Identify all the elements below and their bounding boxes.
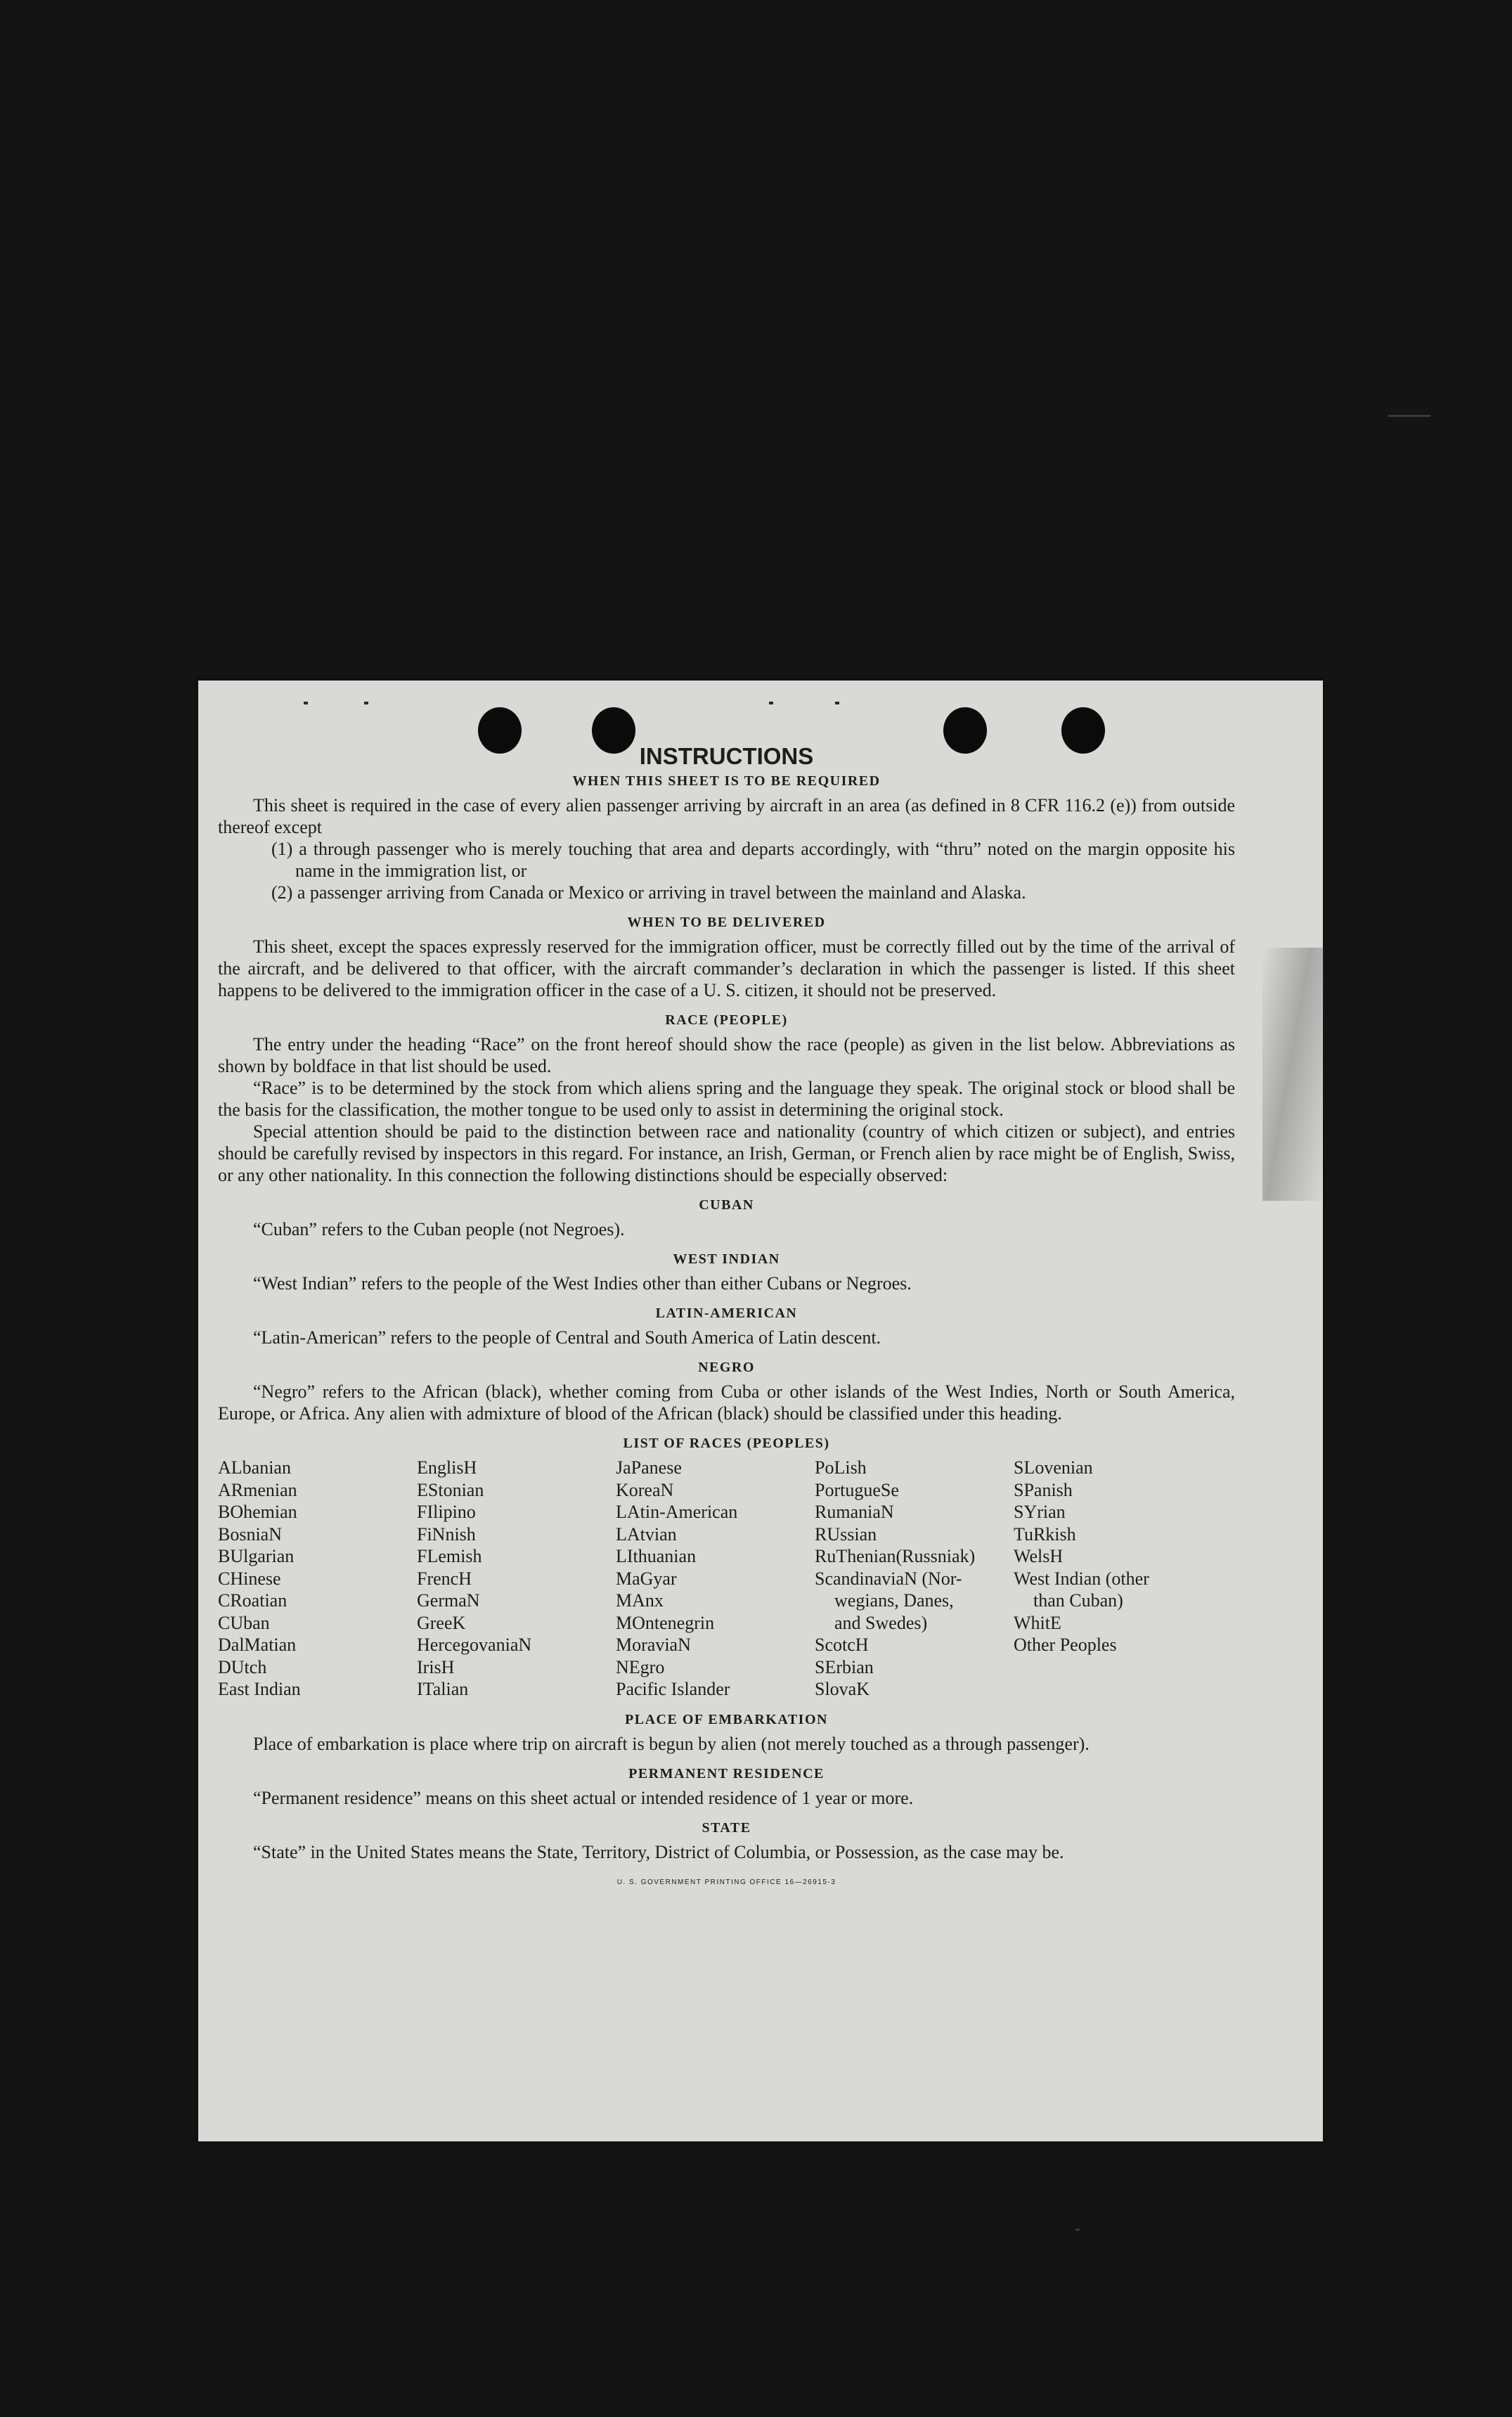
- race-entry: SLovenian: [1014, 1457, 1093, 1478]
- race-entry: FLemish: [417, 1546, 482, 1566]
- race-entry: ScotcH: [815, 1635, 869, 1655]
- races-heading: LIST OF RACES (PEOPLES): [623, 1436, 830, 1451]
- printer-line: U. S. GOVERNMENT PRINTING OFFICE 16—26915-3: [616, 1878, 836, 1886]
- page-smudge: [1262, 948, 1326, 1201]
- race-entry: KoreaN: [616, 1479, 674, 1500]
- background-speck: [1388, 415, 1430, 417]
- section-heading: LATIN-AMERICAN: [655, 1306, 798, 1321]
- race-entry: ScandinaviaN (Nor-: [815, 1568, 962, 1589]
- race-entry: East Indian: [218, 1679, 301, 1699]
- races-column: [218, 1457, 417, 1701]
- section-list-item: (1) a through passenger who is merely touching that area and departs accordingly, with “thru” noted on the margin opposite his name in the immigration list, or: [271, 839, 1235, 881]
- race-entry: EnglisH: [417, 1457, 477, 1478]
- race-entry: ARmenian: [218, 1479, 297, 1500]
- background-speck: [1075, 2229, 1080, 2231]
- race-entry: Pacific Islander: [616, 1679, 730, 1699]
- race-entry: PoLish: [815, 1457, 867, 1478]
- section-paragraph: “Negro” refers to the African (black), whether coming from Cuba or other islands of the West Indies, North or South America, Europe, or Africa. Any alien with admixture of blood of the African (black) should be classified under this heading.: [218, 1381, 1235, 1424]
- instruction-sections: [218, 772, 1235, 1424]
- race-entry: IrisH: [417, 1656, 455, 1677]
- race-entry: TuRkish: [1014, 1523, 1076, 1545]
- section-paragraph: This sheet, except the spaces expressly reserved for the immigration officer, must be correctly filled out by the time of the arrival of the aircraft, and be delivered to that officer, with the aircraft commander’s declaration in which the passenger is listed. If this sheet happens to be delivered to the immigration officer in the case of a U. S. citizen, it should not be preserved.: [218, 936, 1235, 1000]
- race-entry: NEgro: [616, 1656, 665, 1677]
- race-entry: HercegovaniaN: [417, 1635, 532, 1655]
- race-entry: LAtin-American: [616, 1502, 738, 1522]
- race-entry: RumaniaN: [815, 1502, 894, 1522]
- section-list-item: (2) a passenger arriving from Canada or Mexico or arriving in travel between the mainland and Alaska.: [271, 882, 1026, 903]
- race-entry: MoraviaN: [616, 1635, 691, 1655]
- race-entry: WhitE: [1014, 1612, 1061, 1633]
- race-entry: EStonian: [417, 1479, 484, 1500]
- race-entry: FiNnish: [417, 1523, 476, 1545]
- section-paragraph: This sheet is required in the case of every alien passenger arriving by aircraft in an area (as defined in 8 CFR 116.2 (e)) from outside thereof except: [218, 795, 1235, 837]
- race-entry: than Cuban): [1033, 1590, 1123, 1611]
- section-paragraph: “State” in the United States means the State, Territory, District of Columbia, or Possession, as the case may be.: [253, 1841, 1064, 1862]
- section-heading: WEST INDIAN: [673, 1251, 780, 1267]
- closing-sections: [218, 1710, 1235, 1863]
- race-entry: PortugueSe: [815, 1479, 899, 1500]
- section-paragraph: “Race” is to be determined by the stock from which aliens spring and the language they speak. The original stock or blood shall be the basis for the classification, the mother tongue to be used only to assist in determining the original stock.: [218, 1078, 1235, 1120]
- race-entry: wegians, Danes,: [834, 1590, 954, 1611]
- section-heading: WHEN THIS SHEET IS TO BE REQUIRED: [572, 773, 881, 789]
- race-entry: BOhemian: [218, 1502, 297, 1522]
- race-entry: SErbian: [815, 1656, 874, 1677]
- races-column: [616, 1457, 815, 1701]
- paper-mark: [364, 702, 368, 704]
- race-entry: West Indian (other: [1014, 1568, 1149, 1589]
- section-heading: PLACE OF EMBARKATION: [625, 1711, 828, 1727]
- race-entry: FrencH: [417, 1568, 472, 1589]
- races-column: [815, 1457, 1014, 1701]
- section-heading: NEGRO: [698, 1360, 755, 1375]
- race-entry: CUban: [218, 1612, 270, 1633]
- section-paragraph: Place of embarkation is place where trip on aircraft is begun by alien (not merely touched as a through passenger).: [253, 1733, 1090, 1754]
- section-heading: CUBAN: [699, 1197, 754, 1213]
- race-entry: DalMatian: [218, 1635, 297, 1655]
- race-entry: GermaN: [417, 1590, 480, 1611]
- race-entry: CRoatian: [218, 1590, 287, 1611]
- race-entry: BosniaN: [218, 1523, 282, 1545]
- race-entry: LAtvian: [616, 1523, 677, 1545]
- section-paragraph: “Latin-American” refers to the people of Central and South America of Latin descent.: [253, 1327, 881, 1348]
- section-paragraph: The entry under the heading “Race” on the front hereof should show the race (people) as given in the list below. Abbreviations as shown by boldface in that list should be used.: [218, 1034, 1235, 1076]
- section-heading: STATE: [702, 1819, 751, 1836]
- section-heading: RACE (PEOPLE): [665, 1012, 788, 1028]
- section-paragraph: Special attention should be paid to the distinction between race and nationality (country of which citizen or subject), and entries should be carefully revised by inspectors in this regard. For instance, an Irish, German, or French alien by race might be of English, Swiss, or any other nationality. In this connection the following distinctions should be especially observed:: [218, 1121, 1235, 1185]
- race-entry: MaGyar: [616, 1568, 677, 1589]
- section-heading: PERMANENT RESIDENCE: [628, 1765, 825, 1781]
- section-paragraph: “Cuban” refers to the Cuban people (not Negroes).: [253, 1219, 625, 1239]
- race-entry: RuThenian(Russniak): [815, 1546, 976, 1566]
- race-entry: BUlgarian: [218, 1546, 295, 1566]
- paper-mark: [769, 702, 773, 704]
- race-entry: GreeK: [417, 1612, 466, 1633]
- section-heading: WHEN TO BE DELIVERED: [627, 915, 826, 930]
- race-entry: MOntenegrin: [616, 1612, 715, 1633]
- race-entry: LIthuanian: [616, 1546, 697, 1566]
- instruction-sheet: [198, 681, 1323, 2141]
- races-column: [1014, 1457, 1235, 1701]
- race-entry: ITalian: [417, 1679, 469, 1699]
- page-title: INSTRUCTIONS: [639, 743, 814, 769]
- race-entry: MAnx: [616, 1590, 664, 1611]
- paper-mark: [304, 702, 308, 704]
- race-entry: SlovaK: [815, 1679, 870, 1699]
- race-entry: WelsH: [1014, 1546, 1064, 1566]
- race-entry: FIlipino: [417, 1502, 476, 1522]
- race-entry: RUssian: [815, 1523, 877, 1545]
- race-entry: SPanish: [1014, 1479, 1073, 1500]
- race-entry: SYrian: [1014, 1502, 1066, 1522]
- race-entry: DUtch: [218, 1656, 267, 1677]
- section-paragraph: “West Indian” refers to the people of the West Indies other than either Cubans or Negroes.: [253, 1273, 912, 1294]
- race-entry: and Swedes): [834, 1612, 928, 1633]
- races-column: [417, 1457, 616, 1701]
- race-entry: CHinese: [218, 1568, 281, 1589]
- races-list: [218, 1457, 1235, 1701]
- section-paragraph: “Permanent residence” means on this sheet actual or intended residence of 1 year or more.: [253, 1787, 914, 1808]
- sheet-content: [218, 742, 1235, 1893]
- race-entry: Other Peoples: [1014, 1635, 1117, 1655]
- race-entry: JaPanese: [616, 1457, 682, 1478]
- race-entry: ALbanian: [218, 1457, 291, 1478]
- paper-mark: [835, 702, 839, 704]
